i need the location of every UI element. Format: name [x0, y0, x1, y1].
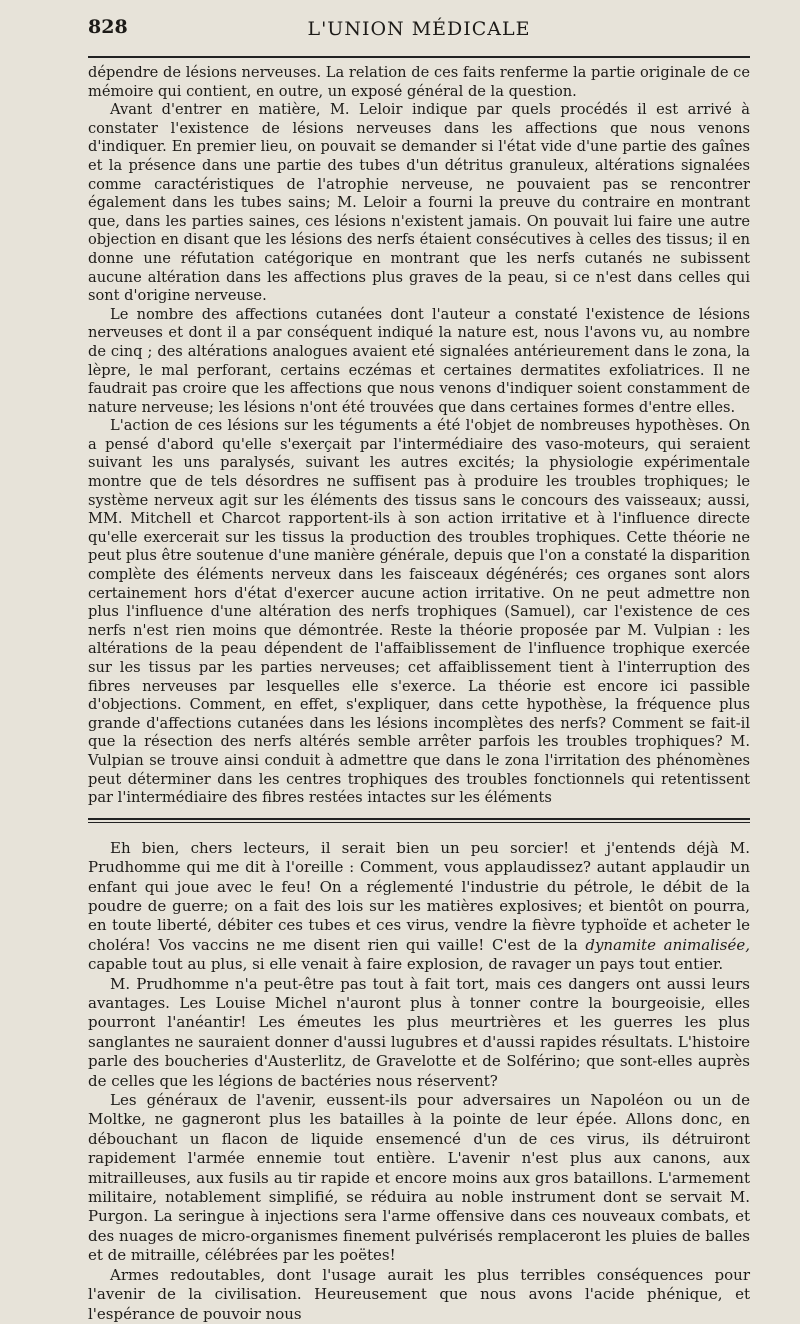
feuilleton-paragraph-4: Armes redoutables, dont l'usage aurait les plus terribles conséquences pour l'avenir de la civilisation. Heureusement que nous avons l'acide phénique, et l'espérance de pouvoir nous: [88, 1265, 750, 1323]
journal-title: L'UNION MÉDICALE: [307, 18, 531, 40]
article-paragraph-4: L'action de ces lésions sur les téguments a été l'objet de nombreuses hypothèses. On a pensé d'abord qu'elle s'exerçait par l'intermédiaire des vaso-moteurs, qui seraient suivant les uns paralysés, suivant les autres excités; la physiologie expérimentale montre que de tels désordres ne suffisent pas à produire les troubles trophiques; le système nerveux agit sur les éléments des tissus sans le concours des vaisseaux; aussi, MM. Mitchell et Charcot rapportent-ils à son action irritative et à l'influence directe qu'elle exercerait sur les tissus la production des troubles trophiques. Cette théorie ne peut plus être soutenue d'une manière générale, depuis que l'on a constaté la disparition complète des éléments nerveux dans les faisceaux dégénérés; ces organes sont alors certainement hors d'état d'exercer aucune action irritative. On ne peut admettre non plus l'influence d'une altération des nerfs trophiques (Samuel), car l'existence de ces nerfs n'est rien moins que démontrée. Reste la théorie proposée par M. Vulpian : les altérations de la peau dépendent de l'affaiblissement de l'influence trophique exercée sur les tissus par les parties nerveuses; cet affaiblissement tient à l'interruption des fibres nerveuses par lesquelles elle s'exerce. La théorie est encore ici passible d'objections. Comment, en effet, s'expliquer, dans cette hypothèse, la fréquence plus grande d'affections cutanées dans les lésions incomplètes des nerfs? Comment se fait-il que la résection des nerfs altérés semble arrêter parfois les troubles trophiques? M. Vulpian se trouve ainsi conduit à admettre que dans le zona l'irritation des phénomènes peut déterminer dans les centres trophiques des troubles fonctionnels qui retentissent par l'intermédiaire des fibres restées intactes sur les éléments: [88, 417, 750, 807]
article-body: [88, 64, 750, 808]
feuilleton-text: capable tout au plus, si elle venait à faire explosion, de ravager un pays tout entier.: [88, 955, 724, 974]
feuilleton-paragraph-2: M. Prudhomme n'a peut-être pas tout à fait tort, mais ces dangers ont aussi leurs avantages. Les Louise Michel n'auront plus à tonner contre la bourgeoisie, elles pourront l'anéantir! Les émeutes les plus meurtrières et les guerres les plus sanglantes ne sauraient donner d'aussi lugubres et d'aussi rapides résultats. L'histoire parle des boucheries d'Austerlitz, de Gravelotte et de Solférino; que sont-elles auprès de celles que les légions de bactéries nous réservent?: [88, 974, 750, 1090]
feuilleton-text: Eh bien, chers lecteurs, il serait bien un peu sorcier! et j'entends déjà M. Prudhomme qui me dit à l'oreille : Comment, vous applaudissez? autant applaudir un enfant qui joue avec le feu! On a réglementé l'industrie du pétrole, le débit de la poudre de guerre; on a fait des lois sur les matières explosives; et bientôt on pourra, en toute liberté, débiter ces tubes et ces virus, vendre la fièvre typhoïde et acheter le choléra! Vos vaccins ne me disent rien qui vaille! C'est de la: [88, 838, 750, 954]
article-paragraph-1: dépendre de lésions nerveuses. La relation de ces faits renferme la partie originale de ce mémoire qui contient, en outre, un exposé général de la question.: [88, 64, 750, 100]
feuilleton-separator: [88, 818, 750, 823]
header-rule: [88, 56, 750, 58]
article-paragraph-3: Le nombre des affections cutanées dont l'auteur a constaté l'existence de lésions nerveuses et dont il a par conséquent indiqué la nature est, nous l'avons vu, au nombre de cinq ; des altérations analogues avaient eté signalées antérieurement dans le zona, la lèpre, le mal perforant, certains eczémas et certaines dermatites exfoliatrices. Il ne faudrait pas croire que les affections que nous venons d'indiquer soient constamment de nature nerveuse; les lésions n'ont été trouvées que dans certaines formes d'entre elles.: [88, 305, 750, 416]
feuilleton-emphasis: dynamite animalisée,: [585, 935, 751, 954]
feuilleton-paragraph-3: Les généraux de l'avenir, eussent-ils pour adversaires un Napoléon ou un de Moltke, ne gagneront plus les batailles à la pointe de leur épée. Allons donc, en débouchant un flacon de liquide ensemencé d'un de ces virus, ils détruiront rapidement l'armée ennemie tout entière. L'avenir n'est plus aux canons, aux mitrailleuses, aux fusils au tir rapide et encore moins aux gros bataillons. L'armement militaire, notablement simplifié, se réduira au noble instrument dont se servait M. Purgon. La seringue à injections sera l'arme offensive dans ces nouveaux combats, et des nuages de micro-organismes finement pulvérisés remplaceront les pluies de balles et de mitraille, célébrées par les poëtes!: [88, 1091, 750, 1265]
page-number: 828: [88, 16, 128, 38]
feuilleton-paragraph-1: [88, 839, 750, 975]
article-paragraph-2: Avant d'entrer en matière, M. Leloir indique par quels procédés il est arrivé à constater l'existence de lésions nerveuses dans les affections que nous venons d'indiquer. En premier lieu, on pouvait se demander si l'état vide d'une partie des gaînes et la présence dans une partie des tubes d'un détritus granuleux, altérations signalées comme caractéristiques de l'atrophie nerveuse, ne pouvaient pas se rencontrer également dans les tubes sains; M. Leloir a fourni la preuve du contraire en montrant que, dans les parties saines, ces lésions n'existent jamais. On pouvait lui faire une autre objection en disant que les lésions des nerfs étaient consécutives à celles des tissus; il en donne une réfutation catégorique en montrant que les nerfs cutanés ne subissent aucune altération dans les affections plus graves de la peau, si ce n'est dans celles qui sont d'origine nerveuse.: [88, 101, 750, 305]
feuilleton-body: [88, 839, 750, 1324]
running-head: [88, 14, 750, 40]
